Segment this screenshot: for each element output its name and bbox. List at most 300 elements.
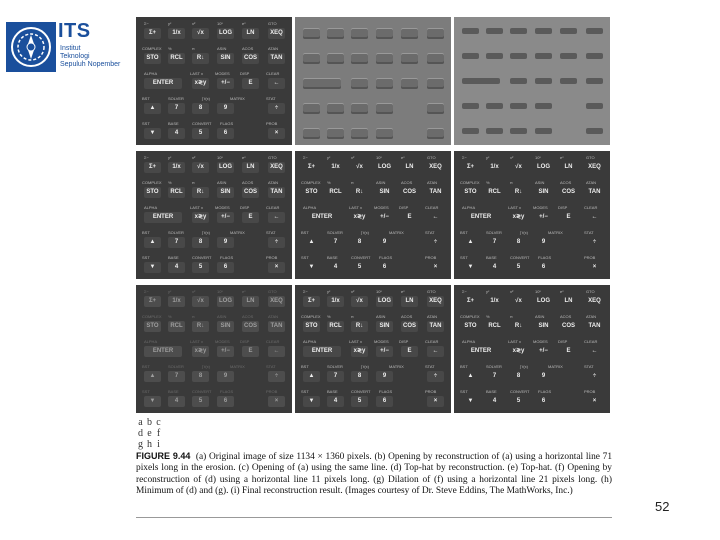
key-shift-label: BST [460, 364, 468, 369]
calculator-key [351, 78, 368, 89]
key-shift-label: 10ˣ [217, 289, 223, 294]
calculator-key: R↓ [192, 187, 209, 198]
calculator-key [586, 103, 603, 109]
calculator-key: ENTER [144, 346, 182, 357]
calculator-key: RCL [168, 321, 185, 332]
calculator-key: ▲ [308, 239, 315, 245]
key-shift-label [303, 71, 316, 76]
key-shift-label: Σ− [462, 155, 467, 160]
key-shift-label: ATAN [268, 180, 279, 185]
calculator-key: +/− [539, 348, 548, 354]
calculator-key [510, 28, 527, 34]
calculator-key: LOG [217, 162, 234, 173]
logo-line-2: Teknologi [60, 53, 90, 60]
key-shift-label: GTO [427, 289, 436, 294]
key-shift-label: DISP [399, 339, 409, 344]
calculator-key: TAN [588, 323, 601, 329]
key-shift-label: yˣ [327, 289, 331, 294]
key-shift-label: π [510, 314, 513, 319]
key-shift-label: LAST x [508, 339, 522, 344]
calculator-key [462, 103, 479, 109]
calculator-key: LN [242, 162, 259, 173]
calculator-key [351, 128, 368, 139]
calculator-key: 9 [382, 239, 387, 245]
calculator-key: 7 [168, 371, 185, 382]
key-shift-label: BST [301, 364, 309, 369]
calculator-key [535, 78, 552, 84]
key-shift-label: COMPLEX [142, 46, 162, 51]
key-shift-label: BST [142, 364, 150, 369]
key-shift-label: MODES [215, 71, 230, 76]
calculator-key: COS [242, 321, 259, 332]
calculator-key: ÷ [268, 371, 285, 382]
key-shift-label: COMPLEX [142, 314, 162, 319]
key-shift-label: CLEAR [266, 339, 280, 344]
key-shift-label [460, 121, 468, 126]
key-shift-label: CLEAR [425, 339, 439, 344]
calculator-key: STO [303, 321, 320, 332]
calculator-key: ← [427, 346, 444, 357]
calculator-key: LOG [537, 298, 550, 304]
calculator-key: 4 [168, 396, 185, 407]
calculator-key [486, 128, 503, 134]
key-shift-label: BASE [486, 389, 497, 394]
key-shift-label: x² [510, 155, 514, 160]
calculator-key: × [268, 396, 285, 407]
logo-line-3: Sepuluh Nopember [60, 61, 121, 68]
key-shift-label [460, 46, 480, 51]
calculator-key: √x [515, 164, 522, 170]
subfigure-label: c [156, 417, 161, 428]
calculator-key: √x [351, 296, 368, 307]
calculator-key: LN [405, 164, 414, 170]
calculator-key: 4 [492, 398, 497, 404]
key-shift-label: yˣ [168, 289, 172, 294]
calculator-key [462, 78, 500, 84]
calculator-key [376, 78, 393, 89]
key-shift-label: PROB [584, 389, 596, 394]
calculator-key [586, 78, 603, 84]
calculator-key: 1/x [168, 162, 185, 173]
calculator-key [401, 28, 418, 39]
key-shift-label: ALPHA [144, 205, 158, 210]
calculator-key: +/− [217, 78, 234, 89]
calculator-key: ▲ [303, 371, 320, 382]
calculator-key: 9 [541, 373, 546, 379]
key-shift-label: FLAGS [220, 255, 234, 260]
calculator-key [586, 53, 603, 59]
calculator-key: Σ+ [307, 164, 316, 170]
calculator-key: E [566, 214, 571, 220]
key-shift-label: SOLVER [486, 230, 502, 235]
calculator-key [560, 28, 577, 34]
key-shift-label: PROB [266, 389, 278, 394]
calculator-key: RCL [168, 187, 185, 198]
calculator-key: 9 [217, 103, 234, 114]
calculator-key: 5 [192, 128, 209, 139]
key-shift-label: BASE [168, 389, 179, 394]
calculator-key: 6 [382, 264, 387, 270]
key-shift-label [460, 96, 468, 101]
key-shift-label: 10ˣ [217, 21, 223, 26]
subfigure-label: f [156, 428, 161, 439]
calculator-key: 6 [217, 396, 234, 407]
calculator-key: COS [242, 187, 259, 198]
calculator-key: ▼ [144, 396, 161, 407]
calculator-key: √x [192, 162, 209, 173]
calculator-key [510, 128, 527, 134]
calculator-key: 6 [217, 128, 234, 139]
key-shift-label [462, 71, 475, 76]
calculator-key: XEQ [268, 296, 285, 307]
key-shift-label: SOLVER [327, 230, 343, 235]
key-shift-label [327, 46, 331, 51]
calculator-key [427, 53, 444, 64]
calculator-key [486, 53, 503, 59]
key-shift-label: ACOS [242, 180, 254, 185]
key-shift-label: SOLVER [486, 364, 502, 369]
calculator-key: R↓ [351, 321, 368, 332]
key-shift-label [584, 96, 594, 101]
key-shift-label: GTO [427, 155, 436, 160]
calculator-key: E [566, 348, 571, 354]
key-shift-label: ACOS [560, 180, 572, 185]
subfigure-label: d [138, 428, 143, 439]
calculator-key: LN [242, 28, 259, 39]
key-shift-label [427, 21, 436, 26]
key-shift-label: SST [460, 255, 468, 260]
key-shift-label: ATAN [427, 314, 438, 319]
key-shift-label: eˣ [401, 289, 405, 294]
calculator-key: SIN [538, 323, 549, 329]
caption-text: (a) Original image of size 1134 × 1360 pixels. (b) Opening by reconstruction of (a) using a horizontal line 71 pixels long in the erosion. (c) Opening of (a) using the same line. (d) Top-hat by reconstruction. (e) Top-hat. (f) Opening by reconstruction of (d) using a horizontal line 11 pixels long. (g) Dilation of (f) using a horizontal line 21 pixels long. (h) Minimum of (d) and (g). (i) Final reconstruction result. (Images courtesy of Dr. Steve Eddins, The MathWorks, Inc.) [136, 452, 613, 496]
keypad-image-panel-g [136, 285, 292, 413]
key-shift-label: SST [142, 389, 150, 394]
logo-line-1: Institut [60, 45, 81, 52]
key-shift-label: % [327, 180, 331, 185]
calculator-key [427, 103, 444, 114]
key-shift-label: STAT [266, 364, 276, 369]
calculator-key: 4 [168, 128, 185, 139]
key-shift-label: x² [351, 289, 355, 294]
key-shift-label: LAST x [349, 339, 363, 344]
calculator-key: ← [432, 214, 439, 220]
key-shift-label: CONVERT [351, 255, 371, 260]
key-shift-label: CONVERT [192, 389, 212, 394]
key-shift-label: FLAGS [220, 121, 234, 126]
key-shift-label: DISP [558, 205, 568, 210]
calculator-key: 8 [192, 237, 209, 248]
key-shift-label: ∫ f(x) [202, 364, 210, 369]
key-shift-label: ASIN [217, 314, 227, 319]
calculator-key: XEQ [588, 164, 601, 170]
calculator-key [462, 28, 479, 34]
key-shift-label: yˣ [327, 155, 331, 160]
key-shift-label: COMPLEX [142, 180, 162, 185]
key-shift-label: BST [142, 96, 150, 101]
calculator-key: COS [402, 189, 416, 195]
calculator-key [535, 128, 552, 134]
calculator-key: STO [464, 189, 477, 195]
calculator-key [303, 128, 320, 139]
key-shift-label [303, 21, 308, 26]
key-shift-label [486, 121, 497, 126]
calculator-key: 8 [516, 373, 521, 379]
key-shift-label [427, 46, 437, 51]
key-shift-label: ACOS [560, 314, 572, 319]
subfigure-label: i [157, 439, 160, 450]
key-shift-label: PROB [266, 121, 278, 126]
subfigure-label-grid [136, 417, 168, 450]
calculator-key: LN [401, 296, 418, 307]
key-shift-label [327, 121, 338, 126]
calculator-key: × [427, 396, 444, 407]
calculator-key: 7 [492, 373, 497, 379]
keypad-image-panel-d [136, 151, 292, 279]
calculator-key: XEQ [268, 28, 285, 39]
calculator-key: SIN [217, 53, 234, 64]
key-shift-label: COMPLEX [301, 314, 321, 319]
calculator-key: ENTER [470, 214, 492, 220]
key-shift-label [535, 21, 541, 26]
calculator-key [351, 103, 368, 114]
calculator-key: 1/x [490, 164, 499, 170]
calculator-key: 9 [217, 237, 234, 248]
key-shift-label: π [351, 314, 354, 319]
calculator-key: 6 [217, 262, 234, 273]
calculator-key: ← [591, 348, 598, 354]
calculator-key [510, 103, 527, 109]
calculator-key: ← [268, 212, 285, 223]
calculator-key: TAN [429, 189, 442, 195]
key-shift-label: BST [301, 230, 309, 235]
key-shift-label: BASE [327, 255, 338, 260]
key-shift-label [520, 96, 528, 101]
key-shift-label: MATRIX [389, 230, 404, 235]
calculator-key: ENTER [144, 212, 182, 223]
key-shift-label: ∫ f(x) [520, 364, 528, 369]
calculator-key: R↓ [192, 53, 209, 64]
key-shift-label: MATRIX [548, 364, 563, 369]
calculator-key [535, 53, 552, 59]
calculator-key: x≷y [192, 212, 209, 223]
key-shift-label [351, 46, 354, 51]
calculator-key [462, 53, 479, 59]
key-shift-label [327, 21, 330, 26]
key-shift-label: ACOS [401, 180, 413, 185]
calculator-key: Σ+ [144, 162, 161, 173]
key-shift-label [379, 121, 392, 126]
key-shift-label: DISP [240, 339, 250, 344]
key-shift-label [301, 121, 309, 126]
key-shift-label: % [327, 314, 331, 319]
calculator-key: ÷ [268, 237, 285, 248]
calculator-key: RCL [488, 189, 501, 195]
calculator-key: ▼ [308, 264, 315, 270]
key-shift-label [586, 46, 596, 51]
key-shift-label: LAST x [349, 205, 363, 210]
calculator-key: COS [561, 323, 575, 329]
key-shift-label [560, 21, 564, 26]
calculator-key: SIN [376, 321, 393, 332]
calculator-key: LOG [376, 296, 393, 307]
calculator-key: STO [305, 189, 318, 195]
calculator-key: √x [192, 28, 209, 39]
calculator-key [510, 53, 527, 59]
key-shift-label: COMPLEX [301, 180, 321, 185]
key-shift-label: eˣ [401, 155, 405, 160]
key-shift-label [510, 21, 513, 26]
calculator-key: 5 [192, 396, 209, 407]
key-shift-label [374, 71, 389, 76]
key-shift-label: yˣ [168, 21, 172, 26]
key-shift-label [425, 71, 438, 76]
key-shift-label: STAT [266, 96, 276, 101]
calculator-key: STO [464, 323, 477, 329]
calculator-key: Σ+ [303, 296, 320, 307]
calculator-key: 5 [516, 398, 521, 404]
calculator-key: LOG [537, 164, 550, 170]
calculator-key: COS [242, 53, 259, 64]
key-shift-label: LAST x [190, 339, 204, 344]
key-shift-label [327, 96, 343, 101]
key-shift-label: STAT [584, 230, 594, 235]
calculator-key [327, 28, 344, 39]
key-shift-label [508, 71, 521, 76]
key-shift-label: STAT [584, 364, 594, 369]
key-shift-label: GTO [586, 289, 595, 294]
key-shift-label: 10ˣ [376, 289, 382, 294]
calculator-key: LN [564, 298, 573, 304]
key-shift-label: FLAGS [220, 389, 234, 394]
calculator-key [535, 28, 552, 34]
page-number: 52 [655, 499, 670, 514]
calculator-key: SIN [538, 189, 549, 195]
key-shift-label: ∫ f(x) [202, 230, 210, 235]
calculator-key: Σ+ [144, 296, 161, 307]
key-shift-label [351, 21, 354, 26]
key-shift-label [389, 96, 404, 101]
key-shift-label: 10ˣ [217, 155, 223, 160]
key-shift-label: SOLVER [327, 364, 343, 369]
key-shift-label: ASIN [217, 180, 227, 185]
calculator-key: 4 [333, 264, 338, 270]
calculator-key: x≷y [351, 346, 368, 357]
calculator-key: × [268, 128, 285, 139]
key-shift-label: ALPHA [144, 339, 158, 344]
key-shift-label: ∫ f(x) [361, 230, 369, 235]
key-shift-label: x² [351, 155, 355, 160]
calculator-key: STO [144, 53, 161, 64]
key-shift-label: CONVERT [192, 255, 212, 260]
calculator-key [586, 28, 603, 34]
its-logo [6, 18, 128, 76]
key-shift-label: ASIN [535, 180, 545, 185]
calculator-key: ÷ [592, 239, 597, 245]
key-shift-label: BASE [168, 255, 179, 260]
calculator-key: 1/x [327, 296, 344, 307]
key-shift-label: SST [142, 121, 150, 126]
calculator-key: ÷ [268, 103, 285, 114]
calculator-key: × [268, 262, 285, 273]
key-shift-label [301, 96, 309, 101]
key-shift-label: ALPHA [462, 339, 476, 344]
calculator-key: 9 [217, 371, 234, 382]
key-shift-label: eˣ [242, 21, 246, 26]
calculator-key: ENTER [470, 348, 492, 354]
key-shift-label: SOLVER [168, 230, 184, 235]
key-shift-label: FLAGS [538, 255, 552, 260]
key-shift-label: ALPHA [303, 339, 317, 344]
key-shift-label: ASIN [376, 314, 386, 319]
calculator-key: 8 [357, 239, 362, 245]
key-shift-label: LAST x [190, 205, 204, 210]
key-shift-label [486, 46, 490, 51]
calculator-key [427, 28, 444, 39]
calculator-key: R↓ [355, 189, 364, 195]
calculator-key: TAN [268, 187, 285, 198]
key-shift-label: % [168, 180, 172, 185]
calculator-key [427, 78, 444, 89]
key-shift-label: LAST x [190, 71, 204, 76]
keypad-image-panel-c [454, 17, 610, 145]
calculator-key: 7 [492, 239, 497, 245]
calculator-key: ▼ [303, 396, 320, 407]
calculator-key: 8 [516, 239, 521, 245]
key-shift-label: SST [301, 389, 309, 394]
calculator-key: 1/x [168, 28, 185, 39]
calculator-key: × [592, 398, 597, 404]
key-shift-label: % [486, 180, 490, 185]
keypad-image-panel-h [295, 285, 451, 413]
calculator-key: SIN [379, 189, 390, 195]
key-shift-label: x² [510, 289, 514, 294]
calculator-key: ▲ [467, 239, 474, 245]
calculator-key: +/− [380, 214, 389, 220]
key-shift-label: ATAN [268, 46, 279, 51]
calculator-key: 6 [541, 264, 546, 270]
calculator-key: Σ+ [144, 28, 161, 39]
calculator-key: +/− [539, 214, 548, 220]
calculator-key: √x [515, 298, 522, 304]
key-shift-label: DISP [558, 339, 568, 344]
calculator-key: ← [591, 214, 598, 220]
calculator-key [303, 78, 341, 89]
calculator-key: x≷y [353, 214, 366, 220]
key-shift-label [462, 21, 467, 26]
key-shift-label: ACOS [242, 314, 254, 319]
calculator-key: LOG [217, 28, 234, 39]
its-emblem-icon [6, 22, 56, 72]
calculator-key: LN [564, 164, 573, 170]
calculator-key: TAN [588, 189, 601, 195]
calculator-key: E [242, 212, 259, 223]
keypad-image-panel-a [136, 17, 292, 145]
key-shift-label [376, 21, 382, 26]
key-shift-label: ASIN [217, 46, 227, 51]
calculator-key [586, 128, 603, 134]
calculator-key: √x [356, 164, 363, 170]
key-shift-label: SST [301, 255, 309, 260]
calculator-key: 5 [516, 264, 521, 270]
key-shift-label: ASIN [376, 180, 386, 185]
key-shift-label: MODES [533, 205, 548, 210]
calculator-key: XEQ [427, 296, 444, 307]
calculator-key [560, 53, 577, 59]
calculator-key: COS [401, 321, 418, 332]
calculator-key: ÷ [427, 371, 444, 382]
calculator-key [303, 28, 320, 39]
